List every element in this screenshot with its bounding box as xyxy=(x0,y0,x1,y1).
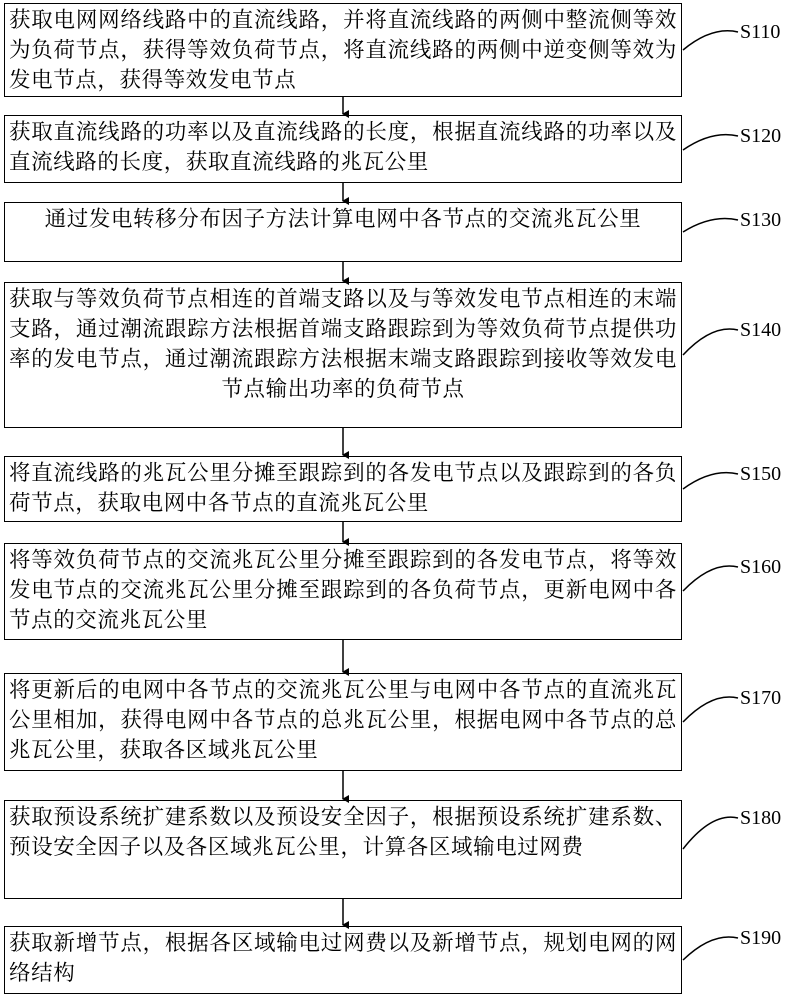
step-box-s110 xyxy=(4,3,682,97)
step-box-s160 xyxy=(4,543,682,640)
leader-line-s160 xyxy=(683,566,738,591)
step-text-s180: 获取预设系统扩建系数以及预设安全因子，根据预设系统扩建系数、预设安全因子以及各区域兆瓦公里，计算各区域输电过网费 xyxy=(9,805,677,860)
step-label-s110: S110 xyxy=(740,21,781,43)
step-box-s140 xyxy=(4,282,682,428)
step-text-s130: 通过发电转移分布因子方法计算电网中各节点的交流兆瓦公里 xyxy=(44,207,642,232)
step-text-s190: 获取新增节点，根据各区域输电过网费以及新增节点，规划电网的网络结构 xyxy=(9,931,677,986)
step-box-s130 xyxy=(4,202,682,262)
step-label-s170: S170 xyxy=(740,687,782,709)
step-text-s140: 获取与等效负荷节点相连的首端支路以及与等效发电节点相连的末端支路，通过潮流跟踪方法根据首端支路跟踪到为等效负荷节点提供功率的发电节点，通过潮流跟踪方法根据末端支路跟踪到接收等效发电节点输出功率的负荷节点 xyxy=(9,287,677,402)
leader-line-s120 xyxy=(683,135,738,150)
step-label-s180: S180 xyxy=(740,807,782,829)
step-text-s110: 获取电网网络线路中的直流线路，并将直流线路的两侧中整流侧等效为负荷节点，获得等效负荷节点，将直流线路的两侧中逆变侧等效为发电节点，获得等效发电节点 xyxy=(9,8,677,93)
step-label-s130: S130 xyxy=(740,209,782,231)
step-text-s120: 获取直流线路的功率以及直流线路的长度，根据直流线路的功率以及直流线路的长度，获取直流线路的兆瓦公里 xyxy=(9,120,677,175)
leader-line-s150 xyxy=(683,473,738,489)
step-box-s180 xyxy=(4,800,682,899)
step-box-s150 xyxy=(4,456,682,522)
step-label-s190: S190 xyxy=(740,927,782,949)
step-text-s160: 将等效负荷节点的交流兆瓦公里分摊至跟踪到的各发电节点，将等效发电节点的交流兆瓦公里分摊至跟踪到的各负荷节点，更新电网中各节点的交流兆瓦公里 xyxy=(9,548,677,633)
step-label-s140: S140 xyxy=(740,319,782,341)
leader-line-s130 xyxy=(683,219,738,233)
step-text-s170: 将更新后的电网中各节点的交流兆瓦公里与电网中各节点的直流兆瓦公里相加，获得电网中各节点的总兆瓦公里，根据电网中各节点的总兆瓦公里，获取各区域兆瓦公里 xyxy=(9,678,677,763)
step-box-s190 xyxy=(4,926,682,994)
step-box-s170 xyxy=(4,673,682,771)
leader-line-s170 xyxy=(683,697,738,722)
step-label-s120: S120 xyxy=(740,125,782,147)
step-label-s150: S150 xyxy=(740,463,782,485)
leader-line-s110 xyxy=(683,31,738,50)
leader-line-s140 xyxy=(683,329,738,355)
leader-line-s180 xyxy=(683,817,738,849)
leader-line-s190 xyxy=(683,937,738,960)
step-label-s160: S160 xyxy=(740,556,782,578)
step-text-s150: 将直流线路的兆瓦公里分摊至跟踪到的各发电节点以及跟踪到的各负荷节点，获取电网中各节点的直流兆瓦公里 xyxy=(9,461,677,516)
step-box-s120 xyxy=(4,115,682,183)
